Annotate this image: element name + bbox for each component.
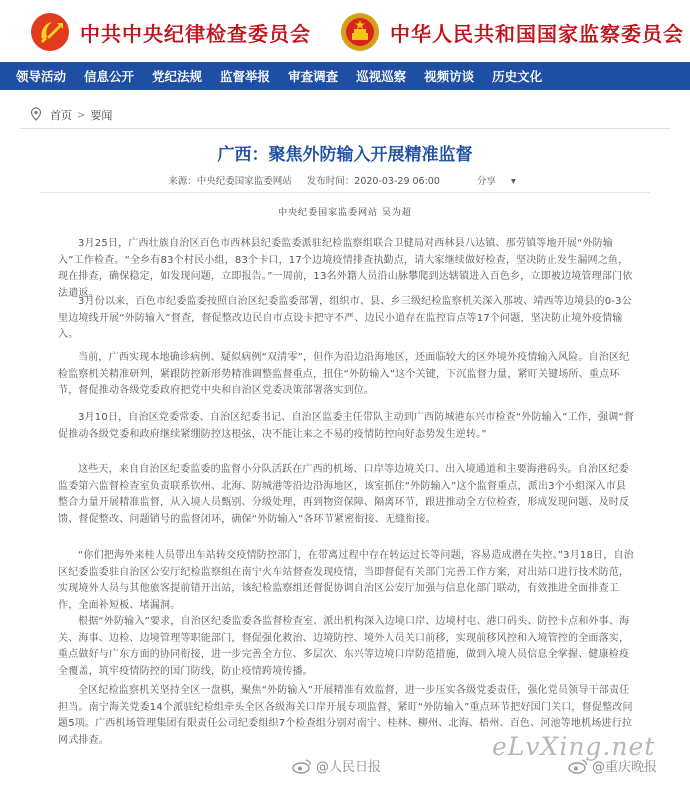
divider — [40, 192, 650, 193]
site-header — [0, 0, 690, 62]
share-label: 分享 — [476, 176, 496, 187]
ccdi-title: 中共中央纪律检查委员会 — [80, 21, 311, 46]
share-button[interactable] — [471, 176, 522, 187]
weibo-icon — [568, 758, 588, 774]
nav-item-regulations[interactable]: 党纪法规 — [152, 69, 203, 84]
watermark-peoples-daily — [292, 756, 381, 775]
main-nav — [0, 62, 690, 90]
article-time: 发布时间：2020-03-29 06:00 — [306, 176, 440, 187]
article-source: 来源：中央纪委国家监委网站 — [168, 176, 292, 187]
weibo-icon — [292, 758, 312, 774]
nsc-title: 中华人民共和国国家监察委员会 — [390, 21, 684, 46]
article-paragraph: 这些天，来自自治区纪委监委的监督小分队活跃在广西的机场、口岸等边境关口、出入境通道和主要海港码头。自治区纪委监委第六监督检查室负责联系钦州、北海、防城港等沿边沿海地区，该室抓住“外防输入”这个监督重点，派出3个小组深入市县整合力量开展精准监督，从入境人员甄别、分级处理，再到物资保障、隔离环节，跟进推动全方位检查，形成发现问题、及时反馈、督促整改、问题销号的监督闭环，确保“外防输入”各环节紧密衔接、无缝衔接。 — [58, 464, 630, 525]
nav-item-inspection[interactable]: 巡视巡察 — [356, 69, 407, 84]
location-pin-icon — [30, 107, 42, 124]
national-emblem-icon — [340, 12, 380, 52]
nav-item-leadership[interactable]: 领导活动 — [16, 69, 67, 84]
article-paragraph: 3月10日，自治区党委常委、自治区纪委书记、自治区监委主任带队主动到广西防城港东兴市检查“外防输入”工作，强调“督促推动各级党委和政府继续紧绷防控这根弦，决不能让来之不易的疫情防控向好态势发生逆转。” — [58, 412, 635, 440]
article-paragraph: 当前，广西实现本地确诊病例、疑似病例“双清零”，但作为沿边沿海地区，还面临较大的区外境外疫情输入风险。自治区纪检监察机关精准研判，紧跟防控新形势精准调整监督重点，扭住“外防输入”这个关键，下沉监督力量，紧盯关键场所、重点环节，督促推动各级党委政府把党中央和自治区党委决策部署落实到位。 — [58, 352, 630, 396]
party-emblem-icon — [30, 12, 70, 52]
divider — [20, 128, 670, 129]
breadcrumb-home[interactable]: 首页 — [50, 109, 72, 122]
site-watermark: eLvXing.net — [492, 732, 656, 761]
article-meta — [0, 173, 690, 187]
ccdi-brand[interactable] — [30, 12, 311, 52]
chevron-down-icon: ▾ — [510, 176, 516, 187]
nav-item-info-disclosure[interactable]: 信息公开 — [84, 69, 135, 84]
article-paragraph: 全区纪检监察机关坚持全区一盘棋，聚焦“外防输入”开展精准有效监督，进一步压实各级党委责任，强化党员领导干部责任担当。南宁海关党委14个派驻纪检组牵头全区各级海关口岸开展专项监督，紧盯“外防输入”重点环节把好国门关口，督促整改问题5项。广西机场管理集团有限责任公司纪委组织7个检查组分别对南宁、桂林、柳州、北海、梧州、百色、河池等地机场进行拉网式排查。 — [58, 685, 633, 746]
article-paragraph: 根据“外防输入”要求，自治区纪委监委各监督检查室、派出机构深入边境口岸、边境村屯、港口码头、防控卡点和外事、海关、海事、边检、边境管理等职能部门，督促强化救治、边境防控、境外人员关口前移，实现前移风控和入境管控的全面落实，重点做好与广东方面的协同衔接，进一步完善全方位、多层次、东兴等边境口岸防范措施，做到入境人员信息全掌握、健康检疫全覆盖，筑牢疫情防控的国门防线，防止疫情跨境传播。 — [58, 616, 630, 677]
article-byline: 中央纪委国家监委网站 吴为超 — [278, 208, 412, 218]
watermark-text: @重庆晚报 — [592, 760, 658, 775]
article-title: 广西：聚焦外防输入开展精准监督 — [217, 145, 473, 165]
article-paragraph: “你们把海外来桂人员带出车站转交疫情防控部门，在带离过程中存在转运过长等问题，容易造成潜在失控。”3月18日，自治区纪委监委驻自治区公安厅纪检监察组在南宁火车站督查发现疫情，当即督促有关部门完善工作方案，对出站口进行技术防范，实现境外人员与其他旅客提前错开出站，该纪检监察组还督促协调自治区公安厅加强与信息化部门联动，有效推进全面排查工作，全面补短板、堵漏洞。 — [58, 550, 634, 611]
watermark-text: @人民日报 — [316, 760, 382, 775]
breadcrumb — [30, 104, 112, 126]
nsc-brand[interactable] — [340, 12, 684, 52]
nav-item-report[interactable]: 监督举报 — [220, 69, 271, 84]
article-paragraph: 3月份以来，百色市纪委监委按照自治区纪委监委部署，组织市、县、乡三级纪检监察机关深入那坡、靖西等边境县的0-3公里边境线开展“外防输入”督查，督促整改边民自市点设卡把守不严、边民小道存在监控盲点等17个问题，坚决防止境外疫情输入。 — [58, 296, 632, 340]
breadcrumb-current[interactable]: 要闻 — [90, 109, 113, 122]
nav-item-history[interactable]: 历史文化 — [492, 69, 543, 84]
nav-item-video[interactable]: 视频访谈 — [424, 69, 475, 84]
nav-item-investigation[interactable]: 审查调查 — [288, 69, 339, 84]
watermark-chongqing-evening — [568, 756, 657, 775]
breadcrumb-separator: > — [77, 109, 86, 121]
article-paragraph: 3月25日，广西壮族自治区百色市西林县纪委监委派驻纪检监察组联合卫健局对西林县八达镇、那劳镇等地开展“外防输入”工作检查。“全乡有83个村民小组，83个卡口，17个边境疫情排查执勤点，请大家继续做好检查，坚决防止发生漏网之鱼，现在排查，确保稳定，如发现问题，立即报告。”一周前，13名外籍人员沿山脉攀爬到达辖镇进入百色乡，立即被边境管理部门依法遣返。 — [58, 238, 633, 299]
